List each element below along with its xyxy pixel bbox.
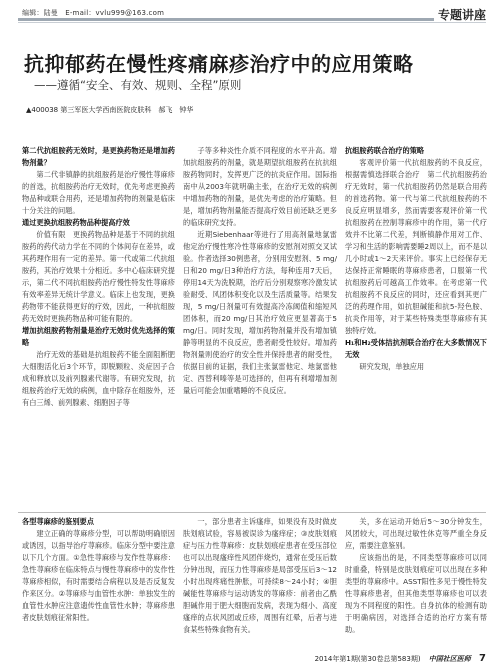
paragraph: 关，多在运动开始后5～30分钟发生，风团较大，可出现过敏性休克等严重全身反应，需要注意鉴别。 xyxy=(345,517,487,550)
header-rule-thick xyxy=(18,18,434,21)
header-editor-line: 编辑：陆曼 E-mail：vvlu999@163.com xyxy=(22,9,165,17)
paragraph: 应该指出的是，不同类型荨麻疹可以同时重叠，特别是皮肤划痕症可以出现在多种类型的荨麻疹中。ASST阳性多见于慢性特发性荨麻疹患者，但其他类型荨麻疹也可以表现为不同程度的阳性。自身抗体的检测有助于明确病因，对选择合适的治疗方案有帮助。 xyxy=(345,553,487,634)
sidebar-column-1 xyxy=(22,516,175,648)
paragraph-heading: 通过更换抗组胺药物品种提高疗效 xyxy=(22,218,130,227)
sidebar-column-3 xyxy=(345,516,487,648)
body-column-2 xyxy=(183,145,337,503)
page-number: 7 xyxy=(479,653,486,664)
header-rule-thin xyxy=(18,22,486,23)
paragraph: 第二代非镇静的抗组胺药是治疗慢性荨麻疹的首选，抗组胺药治疗无效时，优先考虑更换药物品种或联合用药，还是增加药物的剂量是临床十分关注的问题。 xyxy=(22,170,175,215)
body-column-3 xyxy=(345,145,487,503)
paragraph-heading: 增加抗组胺药物剂量是治疗无效时优先选择的策略 xyxy=(22,326,175,347)
journal-brand: 中国社区医师 xyxy=(428,655,471,663)
paragraph: 治疗无效的基础是抗组胺药不能全面阻断肥大细胞活化后3个环节，即脱颗粒、炎症因子合成和释放以及前列腺素代谢等。有研究发现，抗组胺药治疗无效的病例，血中除存在组胺外，还有白三烯、前列腺素、细胞因子等 xyxy=(22,350,175,407)
paragraph-heading: 各型荨麻疹的鉴别要点 xyxy=(22,517,94,526)
paragraph: 价值有限 更换药物品种是基于不同的抗组胺药的药代动力学在不同的个体间存在差异，或其药理作用有一定的差异。第一代或第二代抗组胺药，其治疗效果十分相近。多中心临床研究提示，第二代不同抗组胺药治疗慢性特发性荨麻疹有效率差异无统计学意义。临床上也发现，更换药物带不能获得更好的疗效，因此，一种抗组胺药无效时更换药物品种可能有限的。 xyxy=(22,230,175,323)
body-column-1 xyxy=(22,145,175,503)
paragraph: 客观评价第一代抗组胺药的不良反应，根据需慎选择联合治疗 第二代抗组胺药治疗无效时，第一代抗组胺药仍然是联合用药的首选药物。第一代与第二代抗组胺药的不良反应明显增多，然而需要客观评价第一代抗组胺药在控制荨麻疹中的作用，第一代疗效并不比第二代差，判断镇静作用对工作、学习和生活的影响需要睡2周以上，而不是以几小时或1～2天来评价。事实上已经保存无达保持正常睡眠的荨麻疹患者，口服第一代抗组胺药后可越高工作效率。在考虑第一代抗组胺药不良反应的同时，还应看到其更广泛的药理作用，如抗胆碱能和抗5-羟色胺、抗炎作用等，对于某些特殊类型荨麻疹有其独特疗效。 xyxy=(345,158,487,335)
page-footer xyxy=(315,653,486,664)
issue-info: 2014年第1期(第30卷总第583期) xyxy=(314,655,421,663)
section-label: 专题讲座 xyxy=(437,8,486,22)
article-subtitle: ——遵循“安全、有效、规则、全程”原则 xyxy=(34,78,242,92)
paragraph: 一，部分患者主诉瘙痒，如果没有及时做皮肤划痕试验，容易被误诊为瘙痒症；③皮肤划痕症与压力性荨麻疹：皮肤划痕症患者在受压部位也可以出现瘙痒性风团伴烧灼，通常在受压后数分钟出现，而压力性荨麻疹是局部受压后3～12小时出现疼痛性肿胀，可持续8～24小时；④胆碱能性荨麻疹与运动诱发的荨麻疹：前者由乙酰胆碱作用于肥大细胞而发病，表现为细小、高度瘙痒的点状风团或丘疹，周围有红晕，后者与进食某些特殊食物有关。 xyxy=(183,517,337,634)
paragraph: 子等多种炎性介质不同程度的水平升高。增加抗组胺药的剂量，就是期望抗组胺药在抗抗组胺药物同时，发挥更广泛的抗炎症作用。国际指南中从2003年就明确主张，在治疗无效的病例中增加药物的剂量，是优先考虑的治疗策略。但是，增加药物剂量能否提高疗效目前还缺乏更多的临床研究支持。 xyxy=(183,146,337,227)
paragraph-heading: 第二代抗组胺药无效时，是更换药物还是增加药物剂量？ xyxy=(22,146,175,167)
section-divider xyxy=(18,512,486,513)
paragraph: 建立正确的荨麻疹分型，可以帮助明确原因或诱因，以指导治疗荨麻疹。临床分型中要注意以下几个方面。①急性荨麻疹与发作性荨麻疹：急性荨麻疹在临床特点与慢性荨麻疹中的发作性荨麻疹相似，有时需要结合病程以及是否反复发作来区分。②荨麻疹与血管性水肿：单独发生的血管性水肿应注意遗传性血管性水肿；荨麻疹患者皮肤划痕征常阳性。 xyxy=(22,529,175,622)
article-title: 抗抑郁药在慢性疼痛麻疹治疗中的应用策略 xyxy=(24,52,414,76)
paragraph-heading: 抗组胺药联合治疗的策略 xyxy=(345,146,425,155)
paragraph-heading: H₁和H₂受体拮抗剂联合治疗在大多数情况下无效 xyxy=(345,338,487,359)
paragraph: 研究发现，单独应用 xyxy=(359,362,425,371)
paragraph: 近期Siebenhaar等进行了用高剂量地氯雷他定治疗慢性寒冷性荨麻疹的安慰剂对照交叉试验。作者选择30例患者，分别用安慰剂、5 mg/日和20 mg/日3种治疗方法，每种连用7天后，停用14天为洗脱期，治疗后分别观察寒冷激发试验耐受、风团体积变化以及生活质量等。结果发现，5 mg/日剂量可有效提高冷冻阈值和缩短风团体积，而20 mg/日其治疗效应更显著高于5 mg/日。同时发现，增加药物剂量并没有增加镇静等明显的不良反应，患者耐受性较好。增加药物剂量则使治疗的安全性并保持患者的耐受性，依据目前的证据，我们主张氯雷他定、地氯雷他定、西替利嗪等是可选择的，但再有利增增加剂量后可能会加重嗜睡的不良反应。 xyxy=(183,230,337,395)
sidebar-column-2 xyxy=(183,516,337,648)
author-line: ▲400038 第三军医大学西南医院皮肤科 郝飞 钟华 xyxy=(26,106,194,114)
